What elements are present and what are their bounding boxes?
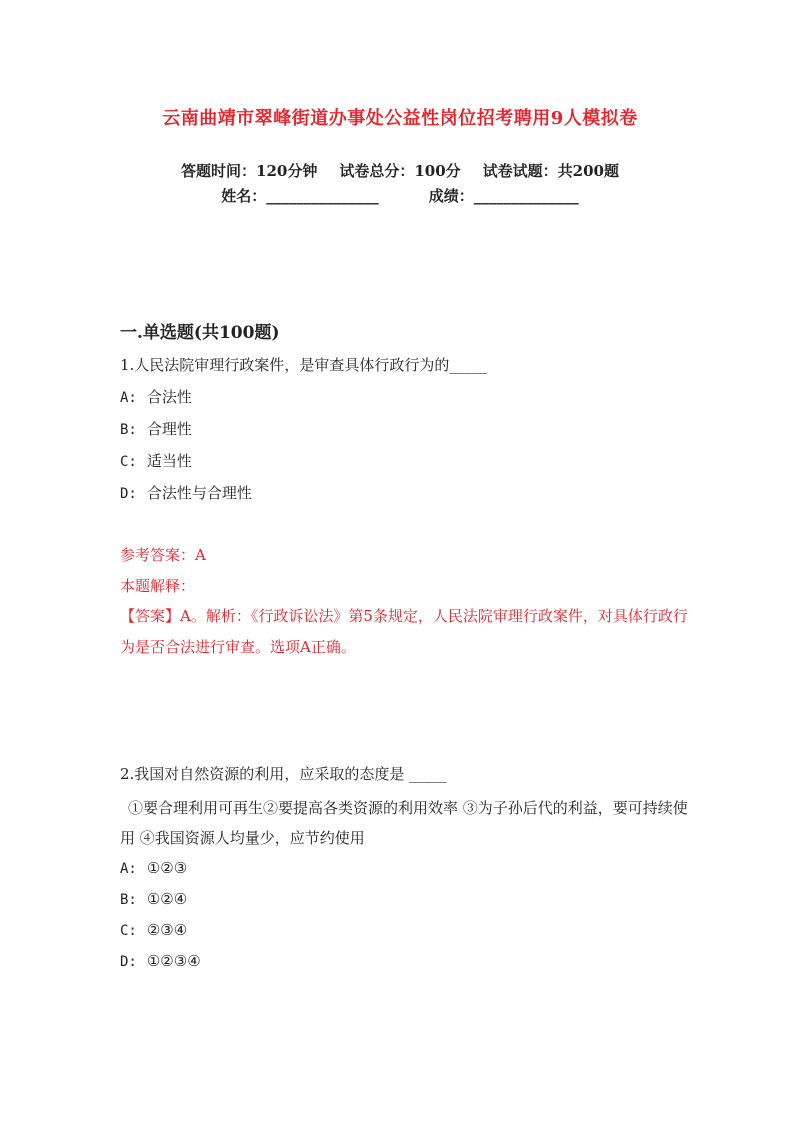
question-1-option-d [120, 482, 252, 503]
option-text: ①②③④ [146, 952, 201, 970]
option-text: 适当性 [146, 452, 192, 470]
option-text: ①②④ [146, 890, 188, 908]
question-1-option-a [120, 386, 192, 407]
question-2-stem-extra: ①要合理利用可再生②要提高各类资源的利用效率 ③为子孙后代的利益，要可持续使用 ④我国资源人均量少，应节约使用 [120, 799, 688, 847]
question-2-option-c [120, 921, 187, 939]
option-label: A: [120, 390, 137, 406]
exam-meta-line-1 [0, 160, 800, 181]
question-1-explanation: 【答案】A。解析：《行政诉讼法》第5条规定，人民法院审理行政案件，对具体行政行为是否合法进行审查。选项A正确。 [120, 607, 688, 656]
name-field: 姓名：_______________ [221, 187, 379, 205]
option-label: D: [120, 954, 137, 970]
page-title: 云南曲靖市翠峰街道办事处公益性岗位招考聘用9人模拟卷 [162, 108, 638, 129]
exam-total-score: 试卷总分：100分 [339, 162, 461, 180]
option-label: C: [120, 923, 137, 939]
question-2-option-d [120, 952, 201, 970]
option-text: 合理性 [146, 420, 192, 438]
question-1-option-c [120, 450, 192, 471]
question-1-stem: 1.人民法院审理行政案件，是审查具体行政行为的_____ [120, 356, 487, 374]
option-label: C: [120, 454, 137, 470]
option-text: ②③④ [146, 921, 188, 939]
question-1-explain-title: 本题解释： [120, 577, 196, 595]
question-1-option-b [120, 418, 192, 439]
score-field: 成绩：______________ [428, 187, 579, 205]
option-label: B: [120, 892, 137, 908]
option-label: A: [120, 861, 137, 877]
exam-question-count: 试卷试题：共200题 [482, 162, 619, 180]
option-label: B: [120, 422, 137, 438]
option-text: ①②③ [146, 859, 188, 877]
question-2-stem: 2.我国对自然资源的利用，应采取的态度是 _____ [120, 765, 447, 783]
exam-meta-line-2 [0, 185, 800, 206]
section-heading: 一.单选题(共100题) [120, 323, 280, 343]
option-text: 合法性 [146, 388, 192, 406]
option-label: D: [120, 486, 137, 502]
question-2-option-b [120, 890, 187, 908]
question-2-option-a [120, 859, 187, 877]
option-text: 合法性与合理性 [146, 484, 252, 502]
exam-time: 答题时间：120分钟 [181, 162, 318, 180]
question-1-answer: 参考答案：A [120, 546, 206, 564]
